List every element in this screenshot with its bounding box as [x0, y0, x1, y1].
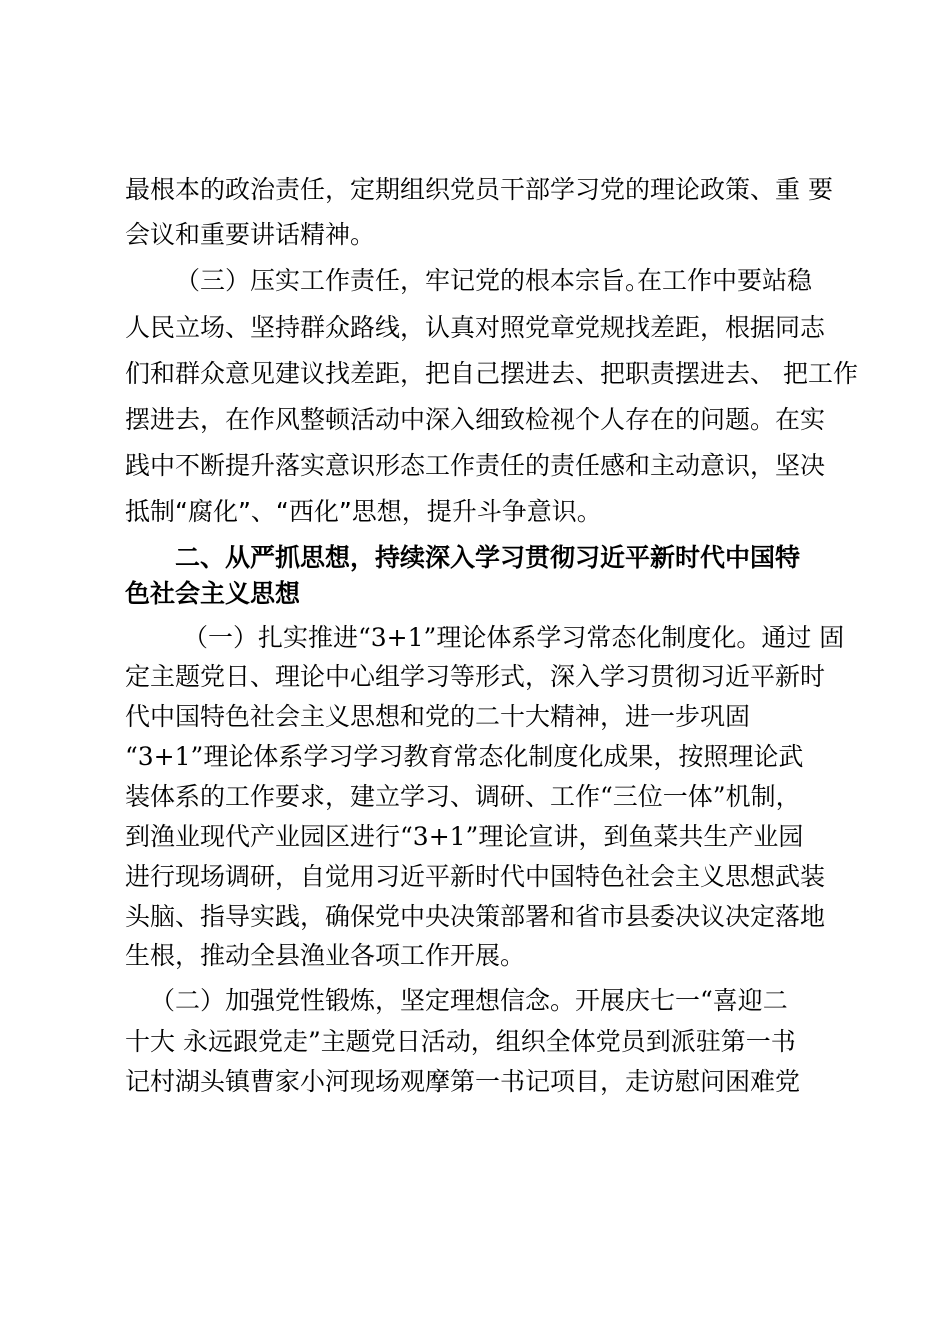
- body-text-line: “3+1”理论体系学习学习教育常态化制度化成果，按照理论武: [125, 742, 804, 771]
- body-text-line: 记村湖头镇曹家小河现场观摩第一书记项目，走访慰问困难党: [125, 1067, 801, 1096]
- body-text-line: 进行现场调研，自觉用习近平新时代中国特色社会主义思想武装: [125, 862, 826, 891]
- body-text-line: 们和群众意见建议找差距，把自己摆进去、把职责摆进去、 把工作: [125, 359, 858, 388]
- body-text-line: 生根，推动全县渔业各项工作开展。: [125, 941, 526, 970]
- body-text-line: 到渔业现代产业园区进行“3+1”理论宣讲，到鱼菜共生产业园: [125, 822, 804, 851]
- subsection-heading: （三）压实工作责任，牢记党的根本宗旨。: [175, 266, 651, 295]
- body-text-line: 人民立场、坚持群众路线，认真对照党章党规找差距，根据同志: [125, 313, 826, 342]
- body-text-line: 装体系的工作要求，建立学习、调研、工作“三位一体”机制，: [125, 782, 801, 811]
- body-text-line: 在工作中要站稳: [637, 266, 813, 295]
- body-text-line: （一）扎实推进“3+1”理论体系学习常态化制度化。通过 固: [183, 623, 845, 652]
- body-text-line: 最根本的政治责任，定期组织党员干部学习党的理论政策、重 要: [125, 175, 833, 204]
- body-text-line: 抵制“腐化”、“西化”思想，提升斗争意识。: [125, 497, 602, 526]
- body-text-line: 定主题党日、理论中心组学习等形式，深入学习贯彻习近平新时: [125, 662, 826, 691]
- body-text-line: 践中不断提升落实意识形态工作责任的责任感和主动意识，坚决: [125, 451, 826, 480]
- section-heading: 色社会主义思想: [125, 579, 301, 608]
- body-text-line: （二）加强党性锻炼，坚定理想信念。开展庆七一“喜迎二: [150, 986, 788, 1015]
- body-text-line: 十大 永远跟党走”主题党日活动，组织全体党员到派驻第一书: [125, 1027, 796, 1056]
- body-text-line: 会议和重要讲话精神。: [125, 220, 376, 249]
- body-text-line: 摆进去，在作风整顿活动中深入细致检视个人存在的问题。在实: [125, 405, 826, 434]
- body-text-line: 代中国特色社会主义思想和党的二十大精神，进一步巩固: [125, 702, 751, 731]
- body-text-line: 头脑、指导实践，确保党中央决策部署和省市县委决议决定落地: [125, 902, 826, 931]
- section-heading: 二、从严抓思想，持续深入学习贯彻习近平新时代中国特: [175, 543, 801, 572]
